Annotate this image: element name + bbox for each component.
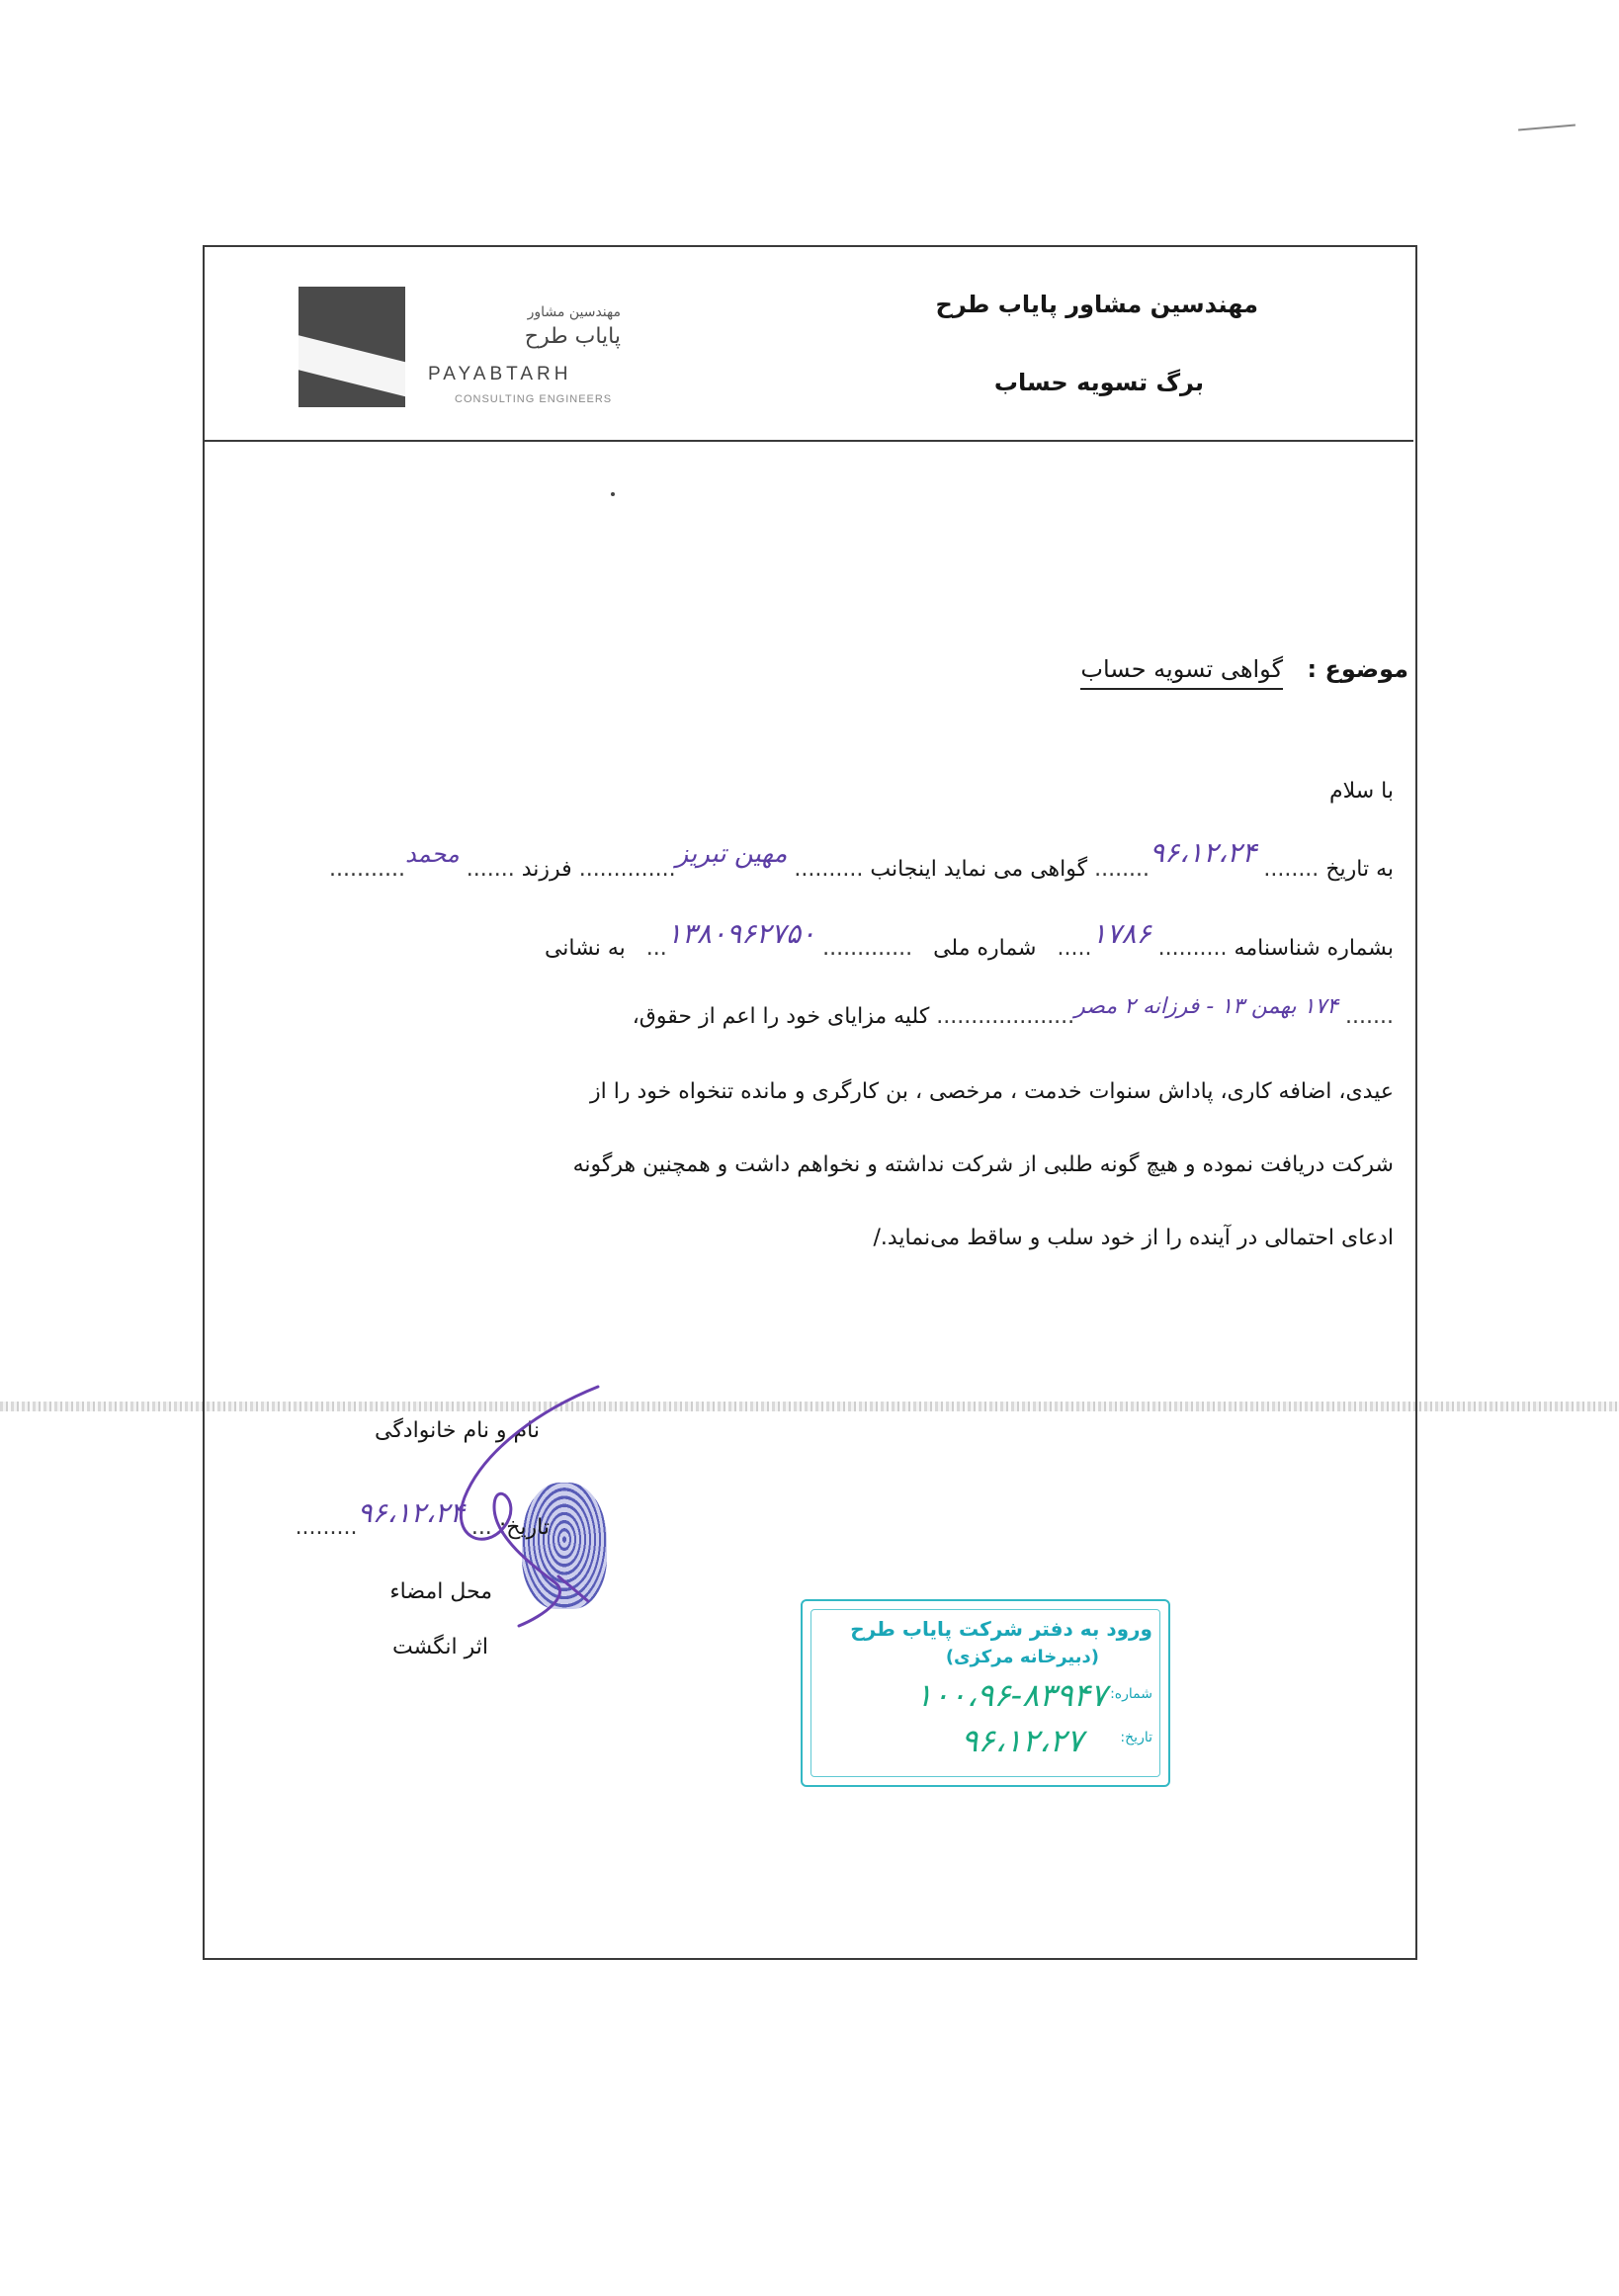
id-label: بشماره شناسنامه	[1234, 936, 1394, 961]
logo-en-subtitle: CONSULTING ENGINEERS	[455, 393, 613, 405]
fingerprint-label: اثر انگشت	[392, 1635, 488, 1659]
company-name: مهندسین مشاور پایاب طرح	[935, 291, 1258, 318]
logo-fa-caption: مهندسین مشاور	[527, 304, 621, 320]
stamp-line-1: ورود به دفتر شرکت پایاب طرح	[850, 1617, 1152, 1641]
scan-dot	[611, 492, 615, 496]
signature-place-label: محل امضاء	[389, 1579, 492, 1604]
handwritten-name: مهین تبریز	[675, 839, 788, 869]
handwritten-father: محمد	[404, 840, 460, 868]
handwritten-national-id: ۱۳۸۰۹۶۲۷۵۰	[666, 917, 816, 950]
name-fill: .......... مهین تبریز..............	[578, 839, 864, 882]
body-line-4: عیدی، اضافه کاری، پاداش سنوات خدمت ، مرخصی ، بن کارگری و مانده تنخواه خود را از	[590, 1079, 1394, 1104]
father-label: فرزند	[521, 857, 572, 882]
address-fill: ....... ۱۷۴ بهمن ۱۳ - فرزانه ۲ مصر....................	[936, 994, 1394, 1029]
handwritten-id-number: ۱۷۸۶	[1091, 917, 1151, 950]
handwritten-date: ۹۶،۱۲،۲۴	[1150, 836, 1257, 869]
father-fill: ....... محمد...........	[329, 840, 515, 882]
sign-date-fill: ... ۹۶،۱۲،۲۴.........	[295, 1496, 492, 1540]
scan-stray-mark	[1518, 124, 1576, 130]
id-fill: .......... ۱۷۸۶.....	[1057, 917, 1228, 961]
handwritten-sign-date: ۹۶،۱۲،۲۴	[357, 1496, 465, 1529]
company-logo-mark	[298, 287, 405, 407]
form-title: برگ تسویه حساب	[993, 369, 1204, 396]
body-line-5: شرکت دریافت نموده و هیچ گونه طلبی از شرکت نداشته و نخواهم داشت و همچنین هرگونه	[572, 1152, 1394, 1177]
national-id-label: شماره ملی	[933, 936, 1037, 961]
secretariat-stamp	[801, 1599, 1170, 1787]
handwritten-address: ۱۷۴ بهمن ۱۳ - فرزانه ۲ مصر	[1074, 994, 1339, 1019]
handwritten-signature	[425, 1379, 642, 1636]
body-line-6: ادعای احتمالی در آینده را از خود سلب و ساقط می‌نماید./	[873, 1226, 1394, 1250]
body-line-3	[632, 994, 1394, 1029]
stamp-number-value: ۱۰۰،۹۶-۸۳۹۴۷	[915, 1676, 1107, 1714]
date-fill: ........ ۹۶،۱۲،۲۴........	[1094, 836, 1320, 882]
greeting: با سلام	[1328, 779, 1394, 804]
date-label: به تاریخ	[1325, 857, 1394, 882]
logo-stripe	[298, 335, 405, 398]
benefits-text: کلیه مزایای خود را اعم از حقوق،	[632, 1004, 930, 1029]
body-line-1	[329, 836, 1394, 883]
logo-fa-name: پایاب طرح	[524, 324, 621, 349]
national-id-fill: ............. ۱۳۸۰۹۶۲۷۵۰...	[645, 917, 913, 961]
logo-en-name: PAYABTARH	[428, 364, 572, 384]
stamp-date-value: ۹۶،۱۲،۲۷	[961, 1722, 1083, 1759]
body-line-2	[544, 917, 1394, 962]
stamp-number-label: شماره:	[1110, 1686, 1152, 1702]
subject-value: گواهی تسویه حساب	[1080, 655, 1283, 690]
stamp-line-2: (دبیرخانه مرکزی)	[945, 1647, 1099, 1667]
sign-date-label: تاریخ:	[498, 1515, 550, 1540]
stamp-date-label: تاریخ:	[1120, 1730, 1152, 1745]
header-divider	[205, 440, 1413, 442]
name-label: نام و نام خانوادگی	[374, 1418, 540, 1443]
address-label: به نشانی	[544, 936, 626, 961]
subject-label: موضوع :	[1307, 655, 1408, 683]
certify-text: گواهی می نماید اینجانب	[870, 857, 1088, 882]
